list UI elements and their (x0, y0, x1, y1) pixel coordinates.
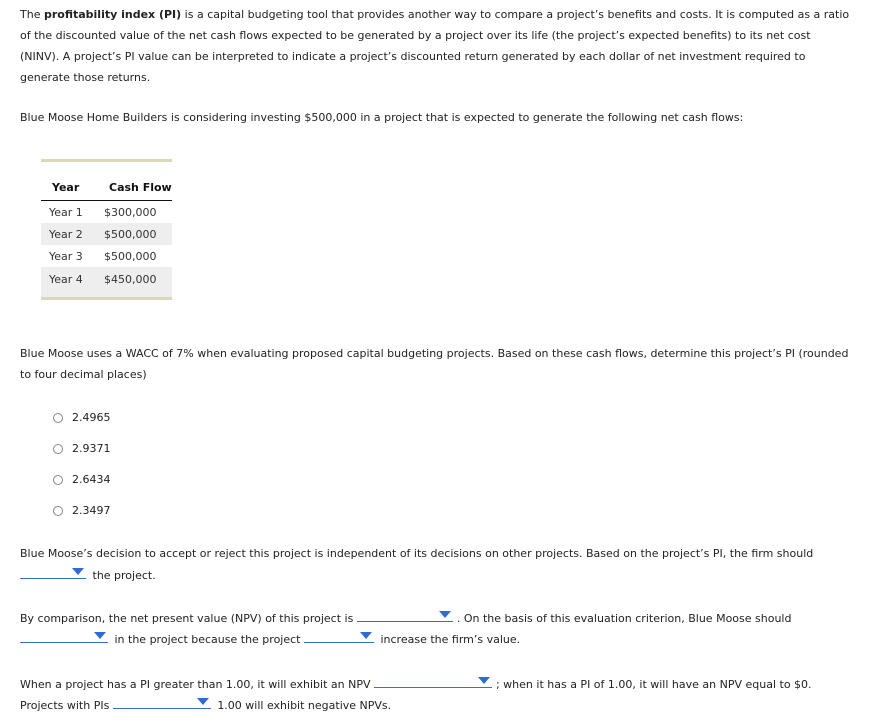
table-cell-cash-flow: $500,000 (104, 223, 172, 245)
npv-line-2-middle: in the project because the project (114, 633, 301, 646)
rule-line-1-end: ; when it has a PI of 1.00, it will have an NPV equal to $0. (495, 678, 812, 691)
rule-line-2 (20, 694, 391, 716)
table-cell-year: Year 4 (41, 267, 104, 299)
invest-dropdown[interactable] (20, 628, 108, 643)
scenario-paragraph: Blue Moose Home Builders is considering investing $500,000 in a project that is expected to generate the following net cash flows: (20, 111, 744, 124)
chevron-down-icon (72, 568, 84, 575)
option-label: 2.3497 (72, 504, 111, 517)
table-cell-cash-flow: $500,000 (104, 249, 157, 263)
pi-option-1[interactable] (53, 402, 111, 433)
chevron-down-icon (478, 677, 490, 684)
table-cell-cash-flow: $450,000 (104, 267, 172, 299)
pi-options-group (53, 402, 111, 526)
radio-button[interactable] (53, 506, 63, 516)
pi-option-2[interactable] (53, 433, 111, 464)
intro-text-start: The (20, 8, 44, 21)
project-will-dropdown[interactable] (304, 628, 374, 643)
pi-option-3[interactable] (53, 464, 111, 495)
rule-line-1 (20, 673, 812, 695)
option-label: 2.4965 (72, 411, 111, 424)
col-header-cash-flow: Cash Flow (104, 161, 172, 201)
npv-line-1-start: By comparison, the net present value (NPV) of this project is (20, 612, 354, 625)
table-cell-year: Year 3 (49, 249, 83, 263)
decision-line-1: Blue Moose’s decision to accept or reject this project is independent of its decisions on other projects. Based on the project’s PI, the firm should (20, 547, 814, 560)
rule-line-2-end: 1.00 will exhibit negative NPVs. (217, 699, 392, 712)
intro-paragraph (20, 4, 852, 88)
radio-button[interactable] (53, 475, 63, 485)
table-cell-cash-flow: $300,000 (104, 205, 157, 219)
col-header-year: Year (41, 161, 104, 201)
pi-comparison-dropdown[interactable] (113, 694, 211, 709)
radio-button[interactable] (53, 413, 63, 423)
table-row (41, 267, 172, 299)
chevron-down-icon (439, 611, 451, 618)
rule-line-2-start: Projects with PIs (20, 699, 110, 712)
rule-line-1-start: When a project has a PI greater than 1.00, it will exhibit an NPV (20, 678, 371, 691)
accept-reject-dropdown[interactable] (20, 564, 86, 579)
chevron-down-icon (94, 632, 106, 639)
decision-line-2-text: the project. (92, 569, 156, 582)
intro-text-rest: is a capital budgeting tool that provides another way to compare a project’s benefits and costs. It is computed as a ratio of the discounted value of the net cash flows expected to be generated by a project over its life (the project’s expected benefits) to its net cost (NINV). A project’s PI value can be interpreted to indicate a project’s discounted return generated by each dollar of net investment required to generate those returns. (20, 8, 850, 84)
chevron-down-icon (197, 698, 209, 705)
npv-greater-dropdown[interactable] (374, 673, 492, 688)
npv-line-2-end: increase the firm’s value. (380, 633, 521, 646)
pi-question: Blue Moose uses a WACC of 7% when evaluating proposed capital budgeting projects. Based on these cash flows, determine this project’s PI (rounded to four decimal places) (20, 347, 849, 381)
pi-term: profitability index (PI) (43, 8, 182, 21)
option-label: 2.6434 (72, 473, 111, 486)
npv-line-2 (20, 628, 520, 650)
chevron-down-icon (360, 632, 372, 639)
radio-button[interactable] (53, 444, 63, 454)
npv-line-1 (20, 607, 791, 629)
cash-flow-table (41, 159, 172, 300)
npv-line-1-end: . On the basis of this evaluation criterion, Blue Moose should (456, 612, 792, 625)
table-row (41, 201, 172, 224)
npv-sign-dropdown[interactable] (357, 607, 453, 622)
table-row (41, 245, 172, 267)
table-row (41, 223, 172, 245)
decision-line-2 (20, 564, 156, 586)
option-label: 2.9371 (72, 442, 111, 455)
table-cell-year: Year 1 (49, 205, 83, 219)
table-cell-year: Year 2 (41, 223, 104, 245)
pi-option-4[interactable] (53, 495, 111, 526)
table-header-row (41, 161, 172, 201)
